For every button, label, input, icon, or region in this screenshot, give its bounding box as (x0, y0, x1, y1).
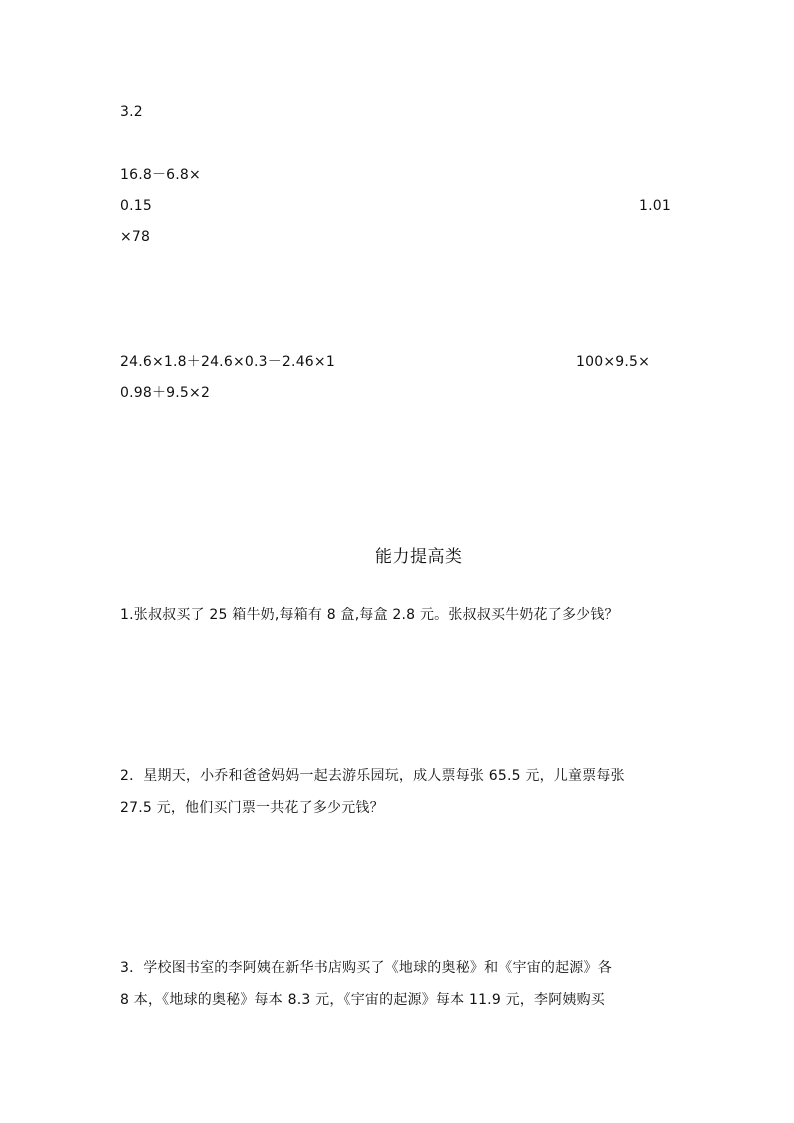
word-problem-line: 8 本，《地球的奥秘》每本 8.3 元，《宇宙的起源》每本 11.9 元，李阿姨购买 (120, 992, 605, 1008)
word-problem-line: 1.张叔叔买了 25 箱牛奶,每箱有 8 盒,每盒 2.8 元。张叔叔买牛奶花了多少钱？ (120, 607, 619, 623)
expression-fragment: 3.2 (120, 104, 143, 120)
word-problem-line: 27.5 元，他们买门票一共花了多少元钱？ (120, 800, 384, 816)
word-problem-line: 2．星期天，小乔和爸爸妈妈一起去游乐园玩，成人票每张 65.5 元，儿童票每张 (120, 768, 625, 784)
expression-fragment: 24.6×1.8＋24.6×0.3－2.46×1 (120, 354, 335, 370)
expression-fragment: 1.01 (639, 198, 671, 214)
expression-fragment: ×78 (120, 229, 151, 245)
word-problem-line: 3．学校图书室的李阿姨在新华书店购买了《地球的奥秘》和《宇宙的起源》各 (120, 960, 612, 976)
expression-fragment: 100×9.5× (576, 354, 651, 370)
section-title: 能力提高类 (375, 547, 463, 567)
expression-fragment: 0.15 (120, 198, 152, 214)
expression-fragment: 16.8－6.8× (120, 167, 201, 183)
expression-fragment: 0.98＋9.5×2 (120, 385, 211, 401)
